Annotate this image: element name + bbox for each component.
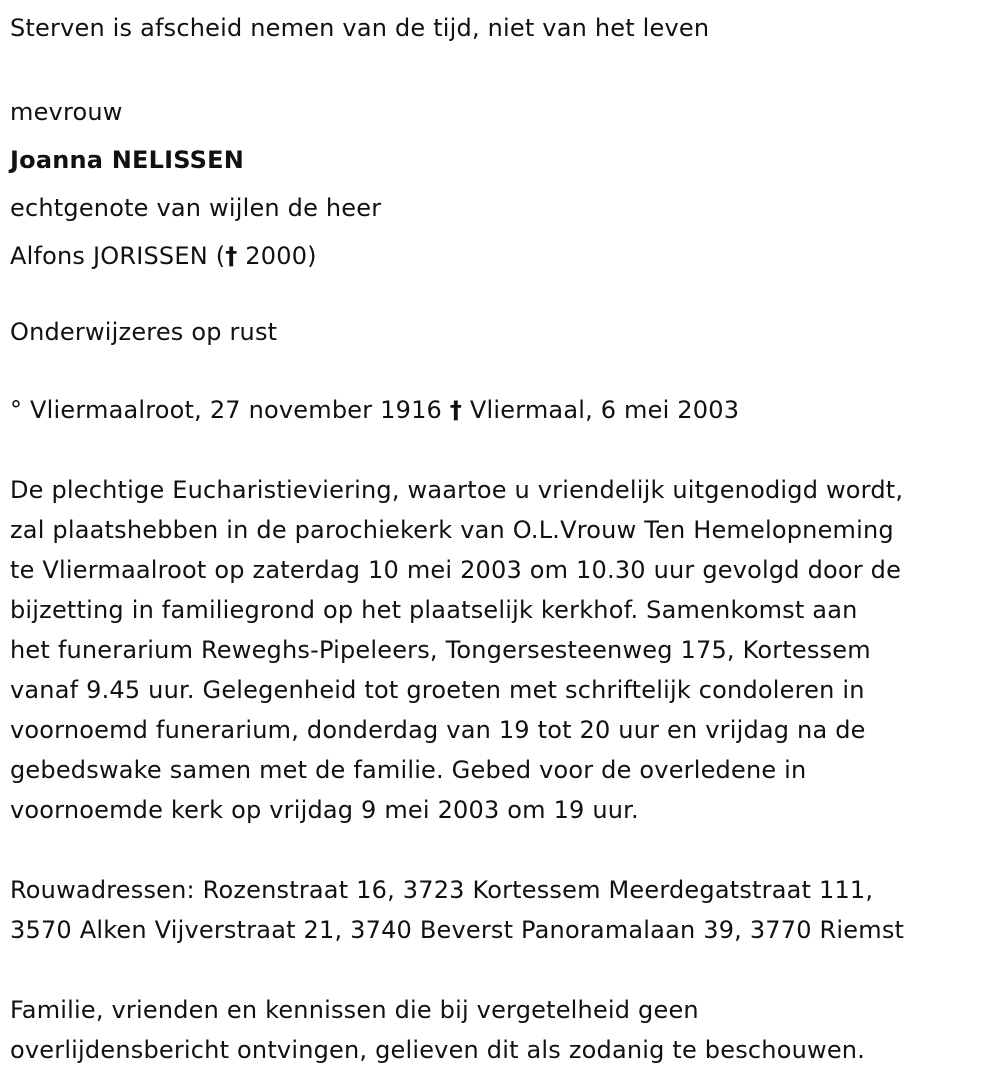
ceremony-line: te Vliermaalroot op zaterdag 10 mei 2003 om 10.30 uur gevolgd door de	[10, 556, 902, 584]
ceremony-line: het funerarium Reweghs-Pipeleers, Tongersesteenweg 175, Kortessem	[10, 636, 871, 664]
dates-line	[10, 390, 739, 430]
deceased-name: Joanna NELISSEN	[10, 146, 245, 174]
spouse-name: Alfons JORISSEN (	[10, 242, 226, 270]
dagger-icon: †	[449, 396, 463, 424]
ceremony-section	[10, 470, 995, 830]
ceremony-line: De plechtige Eucharistieviering, waartoe u vriendelijk uitgenodigd wordt,	[10, 476, 904, 504]
closing-line: overlijdensbericht ontvingen, gelieven dit als zodanig te beschouwen.	[10, 1036, 866, 1064]
ceremony-line: voornoemd funerarium, donderdag van 19 tot 20 uur en vrijdag na de	[10, 716, 866, 744]
ceremony-line: vanaf 9.45 uur. Gelegenheid tot groeten met schriftelijk condoleren in	[10, 676, 865, 704]
occupation-text: Onderwijzeres op rust	[10, 318, 278, 346]
quote-text: Sterven is afscheid nemen van de tijd, niet van het leven	[10, 14, 710, 42]
title-text: mevrouw	[10, 98, 123, 126]
spouse-death-year: 2000)	[237, 242, 317, 270]
address-line: Rouwadressen: Rozenstraat 16, 3723 Kortessem Meerdegatstraat 111,	[10, 876, 874, 904]
occupation-section	[10, 312, 277, 352]
spouse-name-line	[10, 232, 381, 280]
birth-info: ° Vliermaalroot, 27 november 1916	[10, 396, 450, 424]
ceremony-line: zal plaatshebben in de parochiekerk van O.L.Vrouw Ten Hemelopneming	[10, 516, 894, 544]
closing-line: Familie, vrienden en kennissen die bij vergetelheid geen	[10, 996, 699, 1024]
closing-section	[10, 990, 865, 1070]
death-info: Vliermaal, 6 mei 2003	[462, 396, 740, 424]
ceremony-line: gebedswake samen met de familie. Gebed voor de overledene in	[10, 756, 807, 784]
address-line: 3570 Alken Vijverstraat 21, 3740 Beverst Panoramalaan 39, 3770 Riemst	[10, 916, 905, 944]
ceremony-line: voornoemde kerk op vrijdag 9 mei 2003 om 19 uur.	[10, 796, 639, 824]
dates-section	[10, 390, 739, 430]
quote-section	[10, 8, 709, 48]
dagger-icon: †	[225, 242, 238, 270]
addresses-section	[10, 870, 904, 950]
ceremony-line: bijzetting in familiegrond op het plaatselijk kerkhof. Samenkomst aan	[10, 596, 858, 624]
spouse-description: echtgenote van wijlen de heer	[10, 194, 382, 222]
deceased-section	[10, 88, 381, 280]
